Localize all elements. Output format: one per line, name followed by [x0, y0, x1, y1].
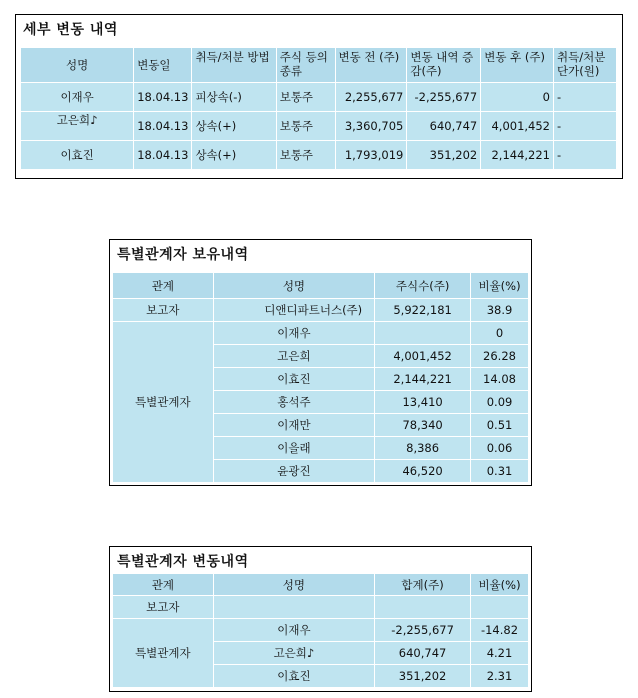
reporter-ratio: 38.9 — [471, 299, 529, 322]
holdings-table — [112, 272, 529, 483]
row-name: 이효진 — [21, 141, 134, 170]
detail-change-panel — [15, 14, 623, 179]
row-after: 4,001,452 — [481, 112, 554, 141]
row-name: 이효진 — [213, 368, 375, 391]
table-row — [21, 141, 617, 170]
reporter-name — [213, 596, 374, 619]
table-row — [113, 619, 529, 642]
col-header-total: 합계(주) — [375, 574, 471, 596]
row-price: - — [554, 112, 617, 141]
row-ratio: 0.31 — [471, 460, 529, 483]
row-after: 0 — [481, 83, 554, 112]
reporter-ratio — [471, 596, 529, 619]
row-date: 18.04.13 — [134, 83, 192, 112]
special-relation-label: 특별관계자 — [113, 619, 214, 688]
col-header-relation: 관계 — [113, 574, 214, 596]
col-header-ratio: 비율(%) — [471, 273, 529, 299]
row-date: 18.04.13 — [134, 112, 192, 141]
row-shares: 4,001,452 — [375, 345, 471, 368]
row-shares — [375, 322, 471, 345]
col-header-name: 성명 — [213, 273, 375, 299]
row-name: 이재우 — [213, 322, 375, 345]
row-date: 18.04.13 — [134, 141, 192, 170]
reporter-shares: 5,922,181 — [375, 299, 471, 322]
row-ratio: 2.31 — [471, 665, 529, 688]
row-name: 윤광진 — [213, 460, 375, 483]
row-price: - — [554, 141, 617, 170]
row-name: 이을래 — [213, 437, 375, 460]
row-ratio: 4.21 — [471, 642, 529, 665]
col-header-name: 성명 — [213, 574, 374, 596]
special-change-table — [112, 573, 529, 688]
col-header-change: 변동 내역 증감(주) — [407, 48, 481, 83]
special-change-panel — [109, 546, 532, 692]
row-method: 상속(+) — [192, 141, 276, 170]
row-type: 보통주 — [276, 112, 335, 141]
special-relation-label: 특별관계자 — [113, 322, 214, 483]
col-header-method: 취득/처분 방법 — [192, 48, 276, 83]
col-header-name: 성명 — [21, 48, 134, 83]
col-header-ratio: 비율(%) — [471, 574, 529, 596]
row-change: 351,202 — [407, 141, 481, 170]
special-change-title: 특별관계자 변동내역 — [117, 554, 249, 570]
col-header-before: 변동 전 (주) — [335, 48, 407, 83]
row-type: 보통주 — [276, 83, 335, 112]
row-method: 피상속(-) — [192, 83, 276, 112]
row-name: 고은희 — [213, 345, 375, 368]
col-header-after: 변동 후 (주) — [481, 48, 554, 83]
row-change: -2,255,677 — [407, 83, 481, 112]
holdings-title: 특별관계자 보유내역 — [117, 247, 249, 263]
row-shares: 46,520 — [375, 460, 471, 483]
row-total: 640,747 — [375, 642, 471, 665]
reporter-relation: 보고자 — [113, 299, 214, 322]
row-total: 351,202 — [375, 665, 471, 688]
col-header-shares: 주식수(주) — [375, 273, 471, 299]
row-name: 고은희♪ — [21, 112, 134, 141]
holdings-header-row — [113, 273, 529, 299]
reporter-relation: 보고자 — [113, 596, 214, 619]
row-type: 보통주 — [276, 141, 335, 170]
row-after: 2,144,221 — [481, 141, 554, 170]
detail-change-title: 세부 변동 내역 — [23, 22, 118, 38]
table-row — [21, 112, 617, 141]
detail-header-row — [21, 48, 617, 83]
row-name: 홍석주 — [213, 391, 375, 414]
reporter-name: 디앤디파트너스(주) — [213, 299, 375, 322]
col-header-type: 주식 등의 종류 — [276, 48, 335, 83]
row-total: -2,255,677 — [375, 619, 471, 642]
reporter-total — [375, 596, 471, 619]
row-change: 640,747 — [407, 112, 481, 141]
row-ratio: 0.09 — [471, 391, 529, 414]
row-name: 이효진 — [213, 665, 374, 688]
special-change-header-row — [113, 574, 529, 596]
row-name: 이재만 — [213, 414, 375, 437]
row-shares: 78,340 — [375, 414, 471, 437]
row-ratio: -14.82 — [471, 619, 529, 642]
row-name: 이재우 — [213, 619, 374, 642]
row-before: 3,360,705 — [335, 112, 407, 141]
col-header-date: 변동일 — [134, 48, 192, 83]
row-method: 상속(+) — [192, 112, 276, 141]
row-before: 2,255,677 — [335, 83, 407, 112]
row-ratio: 14.08 — [471, 368, 529, 391]
table-row — [113, 299, 529, 322]
row-ratio: 0.06 — [471, 437, 529, 460]
table-row — [21, 83, 617, 112]
table-row — [113, 322, 529, 345]
row-name: 고은희♪ — [213, 642, 374, 665]
col-header-price: 취득/처분 단가(원) — [554, 48, 617, 83]
row-shares: 8,386 — [375, 437, 471, 460]
row-ratio: 26.28 — [471, 345, 529, 368]
row-price: - — [554, 83, 617, 112]
row-ratio: 0.51 — [471, 414, 529, 437]
row-ratio: 0 — [471, 322, 529, 345]
row-shares: 2,144,221 — [375, 368, 471, 391]
row-name: 이재우 — [21, 83, 134, 112]
row-shares: 13,410 — [375, 391, 471, 414]
detail-change-table — [20, 47, 617, 170]
holdings-panel — [109, 239, 532, 486]
table-row — [113, 596, 529, 619]
col-header-relation: 관계 — [113, 273, 214, 299]
row-before: 1,793,019 — [335, 141, 407, 170]
